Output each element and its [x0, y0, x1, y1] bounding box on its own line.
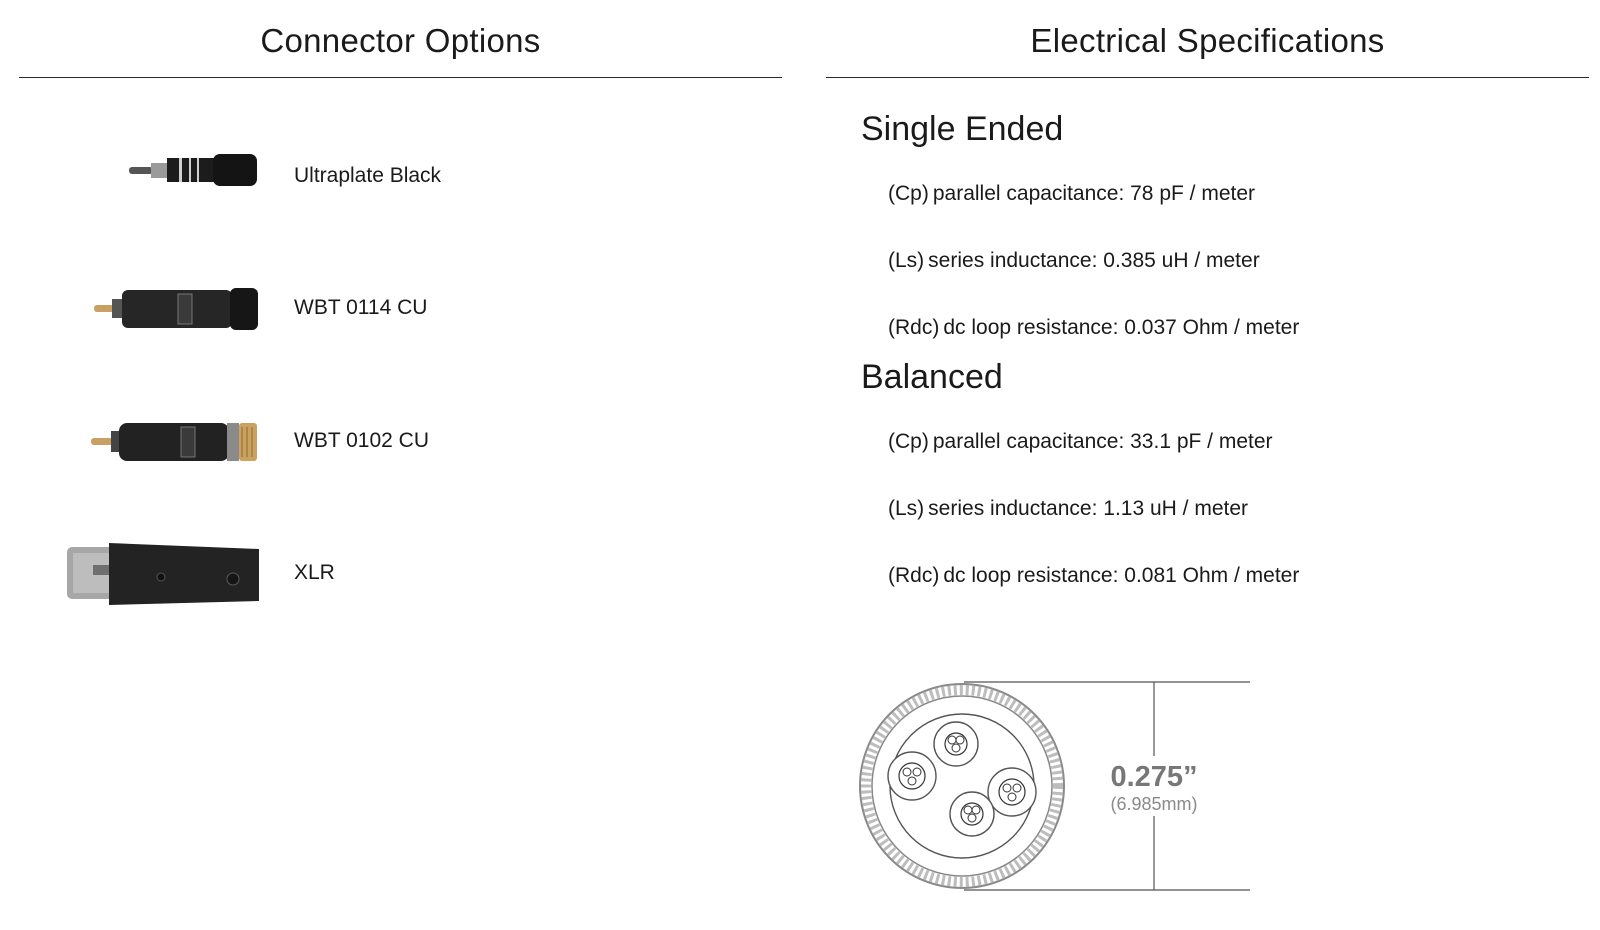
diameter-mm-label: (6.985mm) — [1110, 794, 1198, 814]
spec-text: parallel capacitance: 78 pF / meter — [932, 182, 1256, 205]
spec-key: (Cp) — [888, 430, 929, 453]
spec-line-rdc — [888, 564, 1299, 588]
spec-line-ls — [888, 249, 1260, 273]
spec-line-rdc — [888, 316, 1299, 340]
spec-key: (Ls) — [888, 249, 925, 272]
spec-key: (Rdc) — [888, 316, 940, 339]
rca-plug-wbt-icon — [92, 284, 260, 334]
spec-key: (Cp) — [888, 182, 929, 205]
spec-text: parallel capacitance: 33.1 pF / meter — [932, 430, 1273, 453]
spec-line-ls — [888, 497, 1248, 521]
connector-options-section — [19, 0, 782, 584]
cable-cross-section-diagram — [856, 680, 1296, 910]
connector-label: XLR — [294, 561, 335, 584]
xlr-plug-icon — [65, 539, 261, 607]
connector-option-ultraplate-black — [19, 140, 782, 220]
diameter-inches-label: 0.275” — [1110, 761, 1198, 793]
spec-line-cp — [888, 430, 1273, 454]
rca-plug-wbt-gold-icon — [89, 417, 261, 467]
spec-key: (Rdc) — [888, 564, 940, 587]
rca-plug-black-icon — [127, 146, 259, 194]
connector-label: Ultraplate Black — [294, 164, 442, 187]
connector-options-title: Connector Options — [19, 0, 782, 78]
spec-line-cp — [888, 182, 1255, 206]
connector-label: WBT 0114 CU — [294, 296, 428, 319]
connector-option-wbt-0114-cu — [19, 270, 782, 350]
electrical-specifications-section — [826, 0, 1589, 930]
spec-key: (Ls) — [888, 497, 925, 520]
connector-label: WBT 0102 CU — [294, 429, 429, 452]
connector-option-xlr — [19, 533, 782, 613]
spec-text: series inductance: 0.385 uH / meter — [928, 249, 1260, 272]
spec-text: dc loop resistance: 0.081 Ohm / meter — [943, 564, 1300, 587]
spec-text: dc loop resistance: 0.037 Ohm / meter — [943, 316, 1300, 339]
single-ended-title: Single Ended — [861, 110, 1064, 148]
balanced-title: Balanced — [861, 358, 1003, 396]
electrical-specifications-title: Electrical Specifications — [826, 0, 1589, 78]
spec-text: series inductance: 1.13 uH / meter — [928, 497, 1249, 520]
connector-option-wbt-0102-cu — [19, 402, 782, 482]
